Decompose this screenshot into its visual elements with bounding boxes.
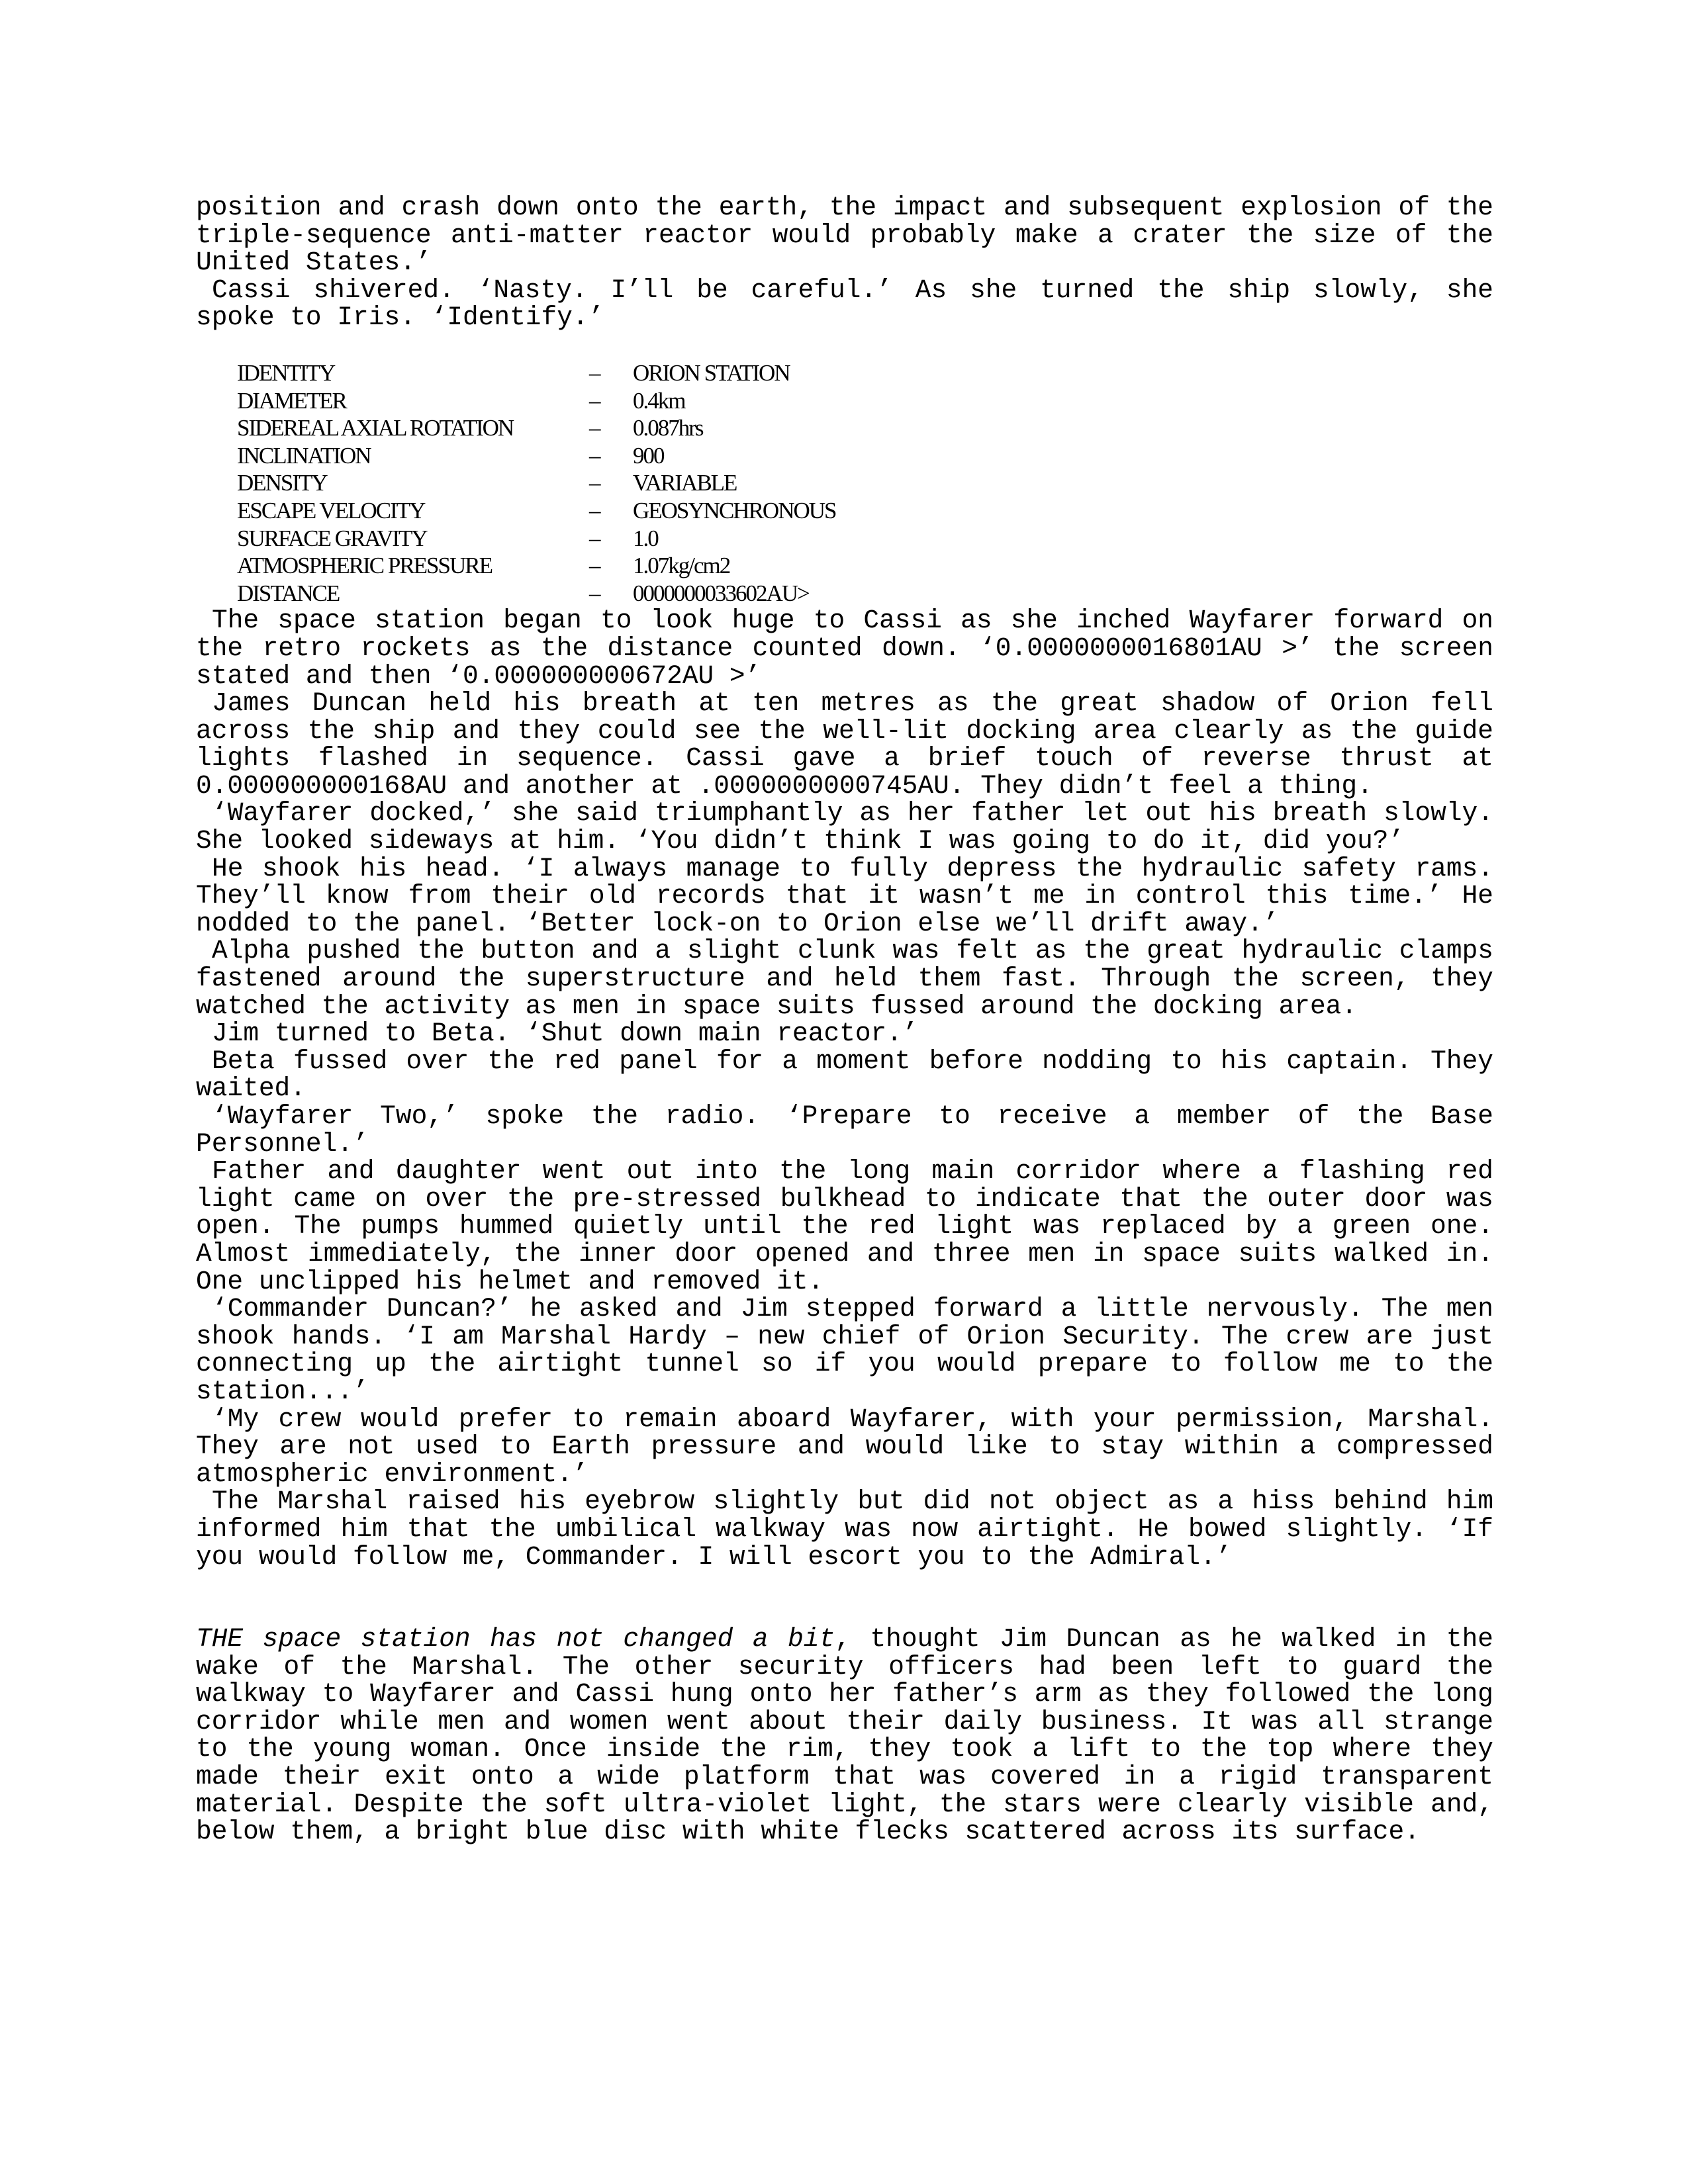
readout-value: 0000000033602AU>	[633, 580, 809, 606]
table-row	[237, 414, 835, 442]
readout-label: ATMOSPHERIC PRESSURE	[237, 553, 492, 579]
readout-dash: –	[589, 442, 601, 469]
readout-label: IDENTITY	[237, 359, 335, 386]
readout-dash: –	[589, 359, 601, 386]
table-row	[237, 469, 835, 497]
paragraph: Cassi shivered. ‘Nasty. I’ll be careful.’ As she turned the ship slowly, she spoke to Iris. ‘Identify.’	[196, 275, 1493, 333]
section-break	[196, 1570, 1493, 1625]
identify-readout-table	[237, 359, 835, 607]
readout-value: 1.0	[633, 525, 658, 551]
paragraph: James Duncan held his breath at ten metres as the great shadow of Orion fell across the ship and they could see the well-lit docking area clearly as the guide lights flashed in sequence. Cassi gave a brief touch of reverse thrust at 0.000000000168AU and another at .0000000000745AU. They didn’t feel a thing.	[196, 688, 1493, 801]
readout-dash: –	[589, 415, 601, 441]
readout-value: 900	[633, 442, 664, 469]
paragraph: ‘Wayfarer docked,’ she said triumphantly as her father let out his breath slowly. She looked sideways at him. ‘You didn’t think I was going to do it, did you?’	[196, 798, 1493, 856]
readout-value: 0.4km	[633, 387, 685, 414]
readout-label: SIDEREAL AXIAL ROTATION	[237, 415, 514, 441]
readout-label: DENSITY	[237, 470, 327, 496]
paragraph: Jim turned to Beta. ‘Shut down main reactor.’	[212, 1019, 918, 1049]
readout-dash: –	[589, 387, 601, 414]
paragraph: Alpha pushed the button and a slight clunk was felt as the great hydraulic clamps fastened around the superstructure and held them fast. Through the screen, they watched the activity as men in space suits fussed around the docking area.	[196, 936, 1493, 1021]
paragraph: Beta fussed over the red panel for a moment before nodding to his captain. They waited.	[196, 1046, 1493, 1104]
paragraph: ‘My crew would prefer to remain aboard Wayfarer, with your permission, Marshal. They are not used to Earth pressure and would like to stay within a compressed atmospheric environment.’	[196, 1404, 1493, 1489]
readout-value: ORION STATION	[633, 359, 790, 386]
readout-label: DISTANCE	[237, 580, 340, 606]
readout-dash: –	[589, 470, 601, 496]
paragraph-text: , thought Jim Duncan as he walked in the wake of the Marshal. The other security officers had been left to guard the walkway to Wayfarer and Cassi hung onto her father’s arm as they followed the long corridor while men and women went about their daily business. It was all strange to the young woman. Once inside the rim, they took a lift to the top where they made their exit onto a wide platform that was covered in a rigid transparent material. Despite the soft ultra-violet light, the stars were clearly visible and, below them, a bright blue disc with white flecks scattered across its surface.	[196, 1624, 1493, 1847]
readout-value: 0.087hrs	[633, 415, 703, 441]
table-row	[237, 525, 835, 553]
readout-label: SURFACE GRAVITY	[237, 525, 427, 551]
paragraph: The space station began to look huge to Cassi as she inched Wayfarer forward on the retro rockets as the distance counted down. ‘0.0000000016801AU >’ the screen stated and then ‘0.000000000672AU >’	[196, 606, 1493, 691]
readout-dash: –	[589, 580, 601, 606]
table-row	[237, 497, 835, 525]
paragraph: He shook his head. ‘I always manage to fully depress the hydraulic safety rams. They’ll know from their old records that it wasn’t me in control this time.’ He nodded to the panel. ‘Better lock-on to Orion else we’ll drift away.’	[196, 853, 1493, 938]
table-row	[237, 442, 835, 470]
paragraph: position and crash down onto the earth, the impact and subsequent explosion of the triple-sequence anti-matter reactor would probably make a crater the size of the United States.’	[196, 193, 1493, 278]
section-opening-paragraph	[196, 1625, 1493, 1846]
readout-label: INCLINATION	[237, 442, 371, 469]
paragraph: The Marshal raised his eyebrow slightly but did not object as a hiss behind him informed him that the umbilical walkway was now airtight. He bowed slightly. ‘If you would follow me, Commander. I will escort you to the Admiral.’	[196, 1486, 1493, 1572]
table-row	[237, 552, 835, 580]
readout-value: GEOSYNCHRONOUS	[633, 497, 836, 523]
readout-dash: –	[589, 525, 601, 551]
table-row	[237, 387, 835, 415]
italic-lead-in: THE space station has not changed a bit	[196, 1624, 835, 1655]
table-row	[237, 359, 835, 387]
paragraph: Father and daughter went out into the long main corridor where a flashing red light came on over the pre-stressed bulkhead to indicate that the outer door was open. The pumps hummed quietly until the red light was replaced by a green one. Almost immediately, the inner door opened and three men in space suits walked in. One unclipped his helmet and removed it.	[196, 1156, 1493, 1297]
readout-label: DIAMETER	[237, 387, 346, 414]
readout-value: VARIABLE	[633, 470, 737, 496]
readout-dash: –	[589, 497, 601, 523]
readout-dash: –	[589, 553, 601, 579]
paragraph: ‘Wayfarer Two,’ spoke the radio. ‘Prepare to receive a member of the Base Personnel.’	[196, 1101, 1493, 1159]
text-column	[196, 194, 1493, 1846]
paragraph: ‘Commander Duncan?’ he asked and Jim stepped forward a little nervously. The men shook hands. ‘I am Marshal Hardy – new chief of Orion Security. The crew are just connecting up the airtight tunnel so if you would prepare to follow me to the station...’	[196, 1294, 1493, 1406]
readout-value: 1.07kg/cm2	[633, 553, 730, 579]
table-row	[237, 580, 835, 608]
readout-label: ESCAPE VELOCITY	[237, 497, 425, 523]
